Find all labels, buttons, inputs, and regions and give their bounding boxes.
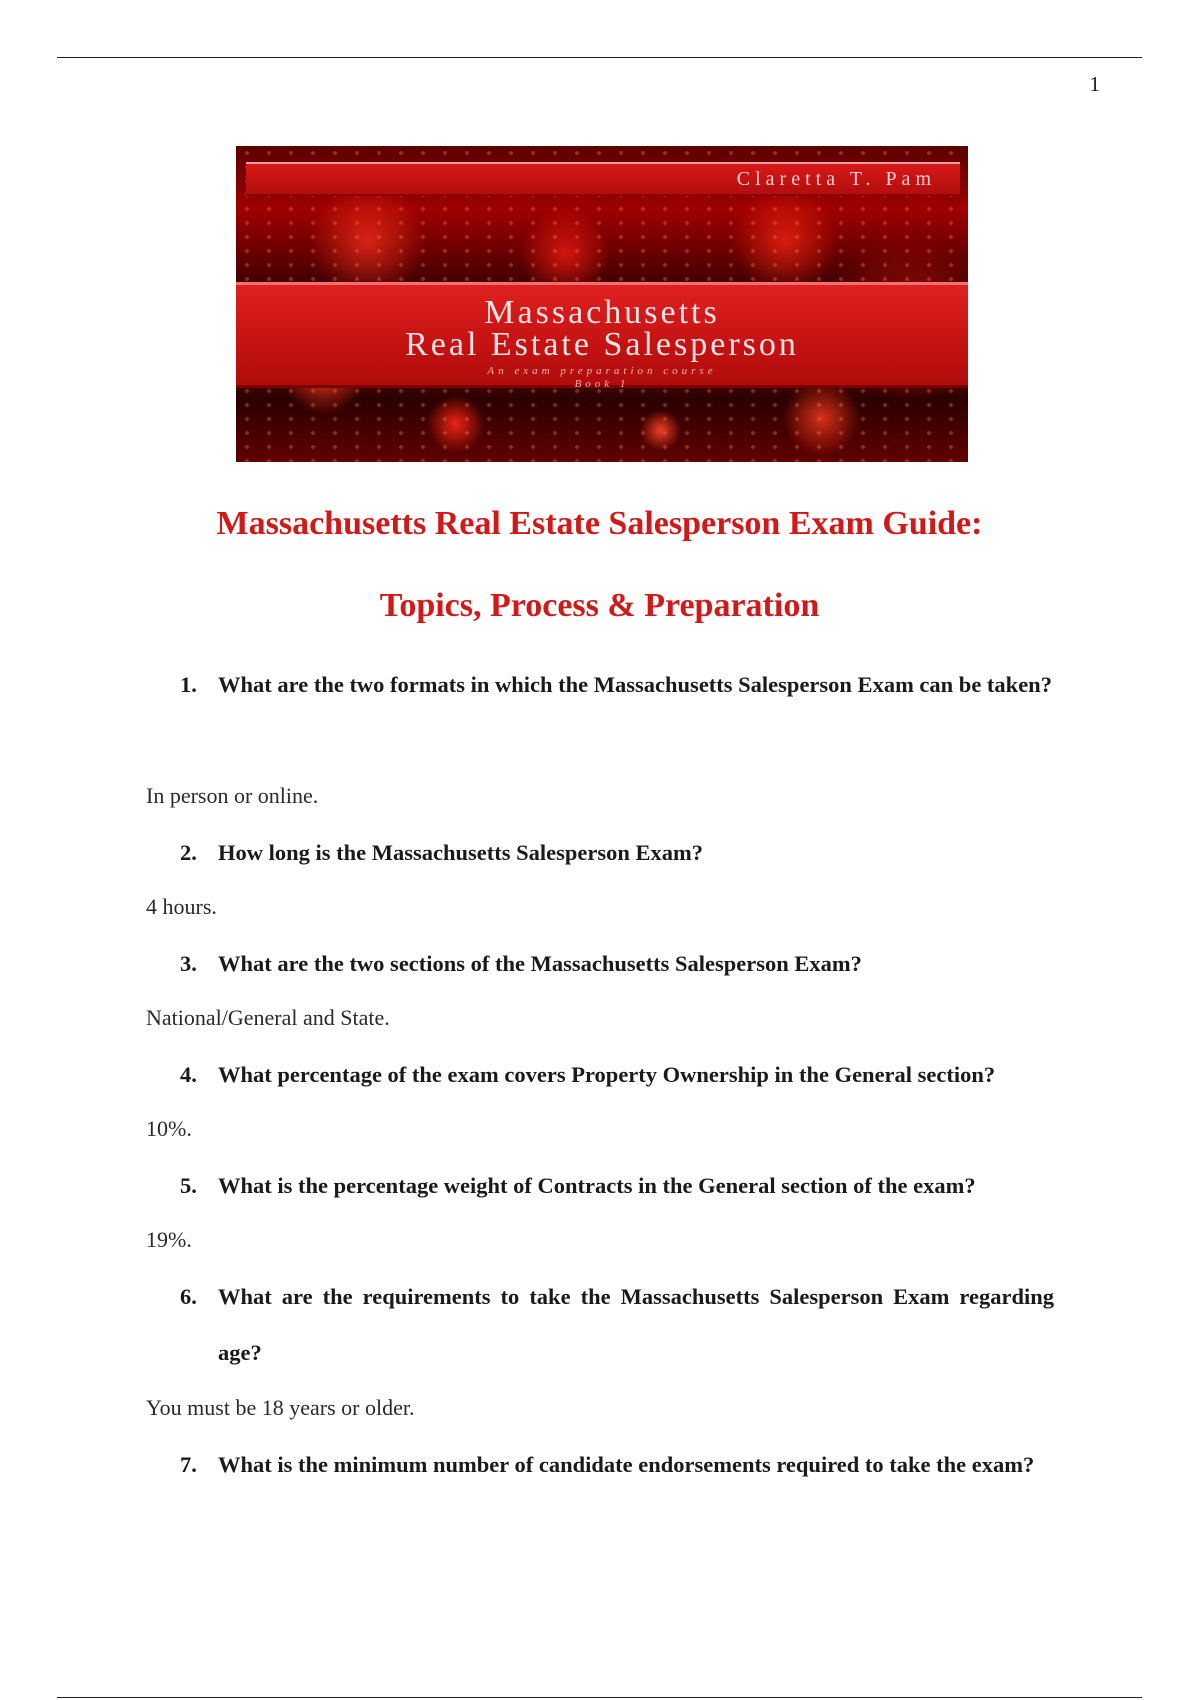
question-number: 3. xyxy=(180,951,197,976)
question-number: 6. xyxy=(180,1284,197,1309)
header-rule xyxy=(57,57,1142,58)
question-text: What is the percentage weight of Contracts in the General section of the exam? xyxy=(218,1173,976,1198)
cover-subtitle-line2: Book 1 xyxy=(574,378,630,390)
document-title-line2: Topics, Process & Preparation xyxy=(379,587,820,624)
answer-3: National/General and State. xyxy=(146,1005,390,1030)
answer-6: You must be 18 years or older. xyxy=(146,1395,415,1420)
answer-5: 19%. xyxy=(146,1227,192,1252)
answer-4: 10%. xyxy=(146,1116,192,1141)
cover-title-line2: Real Estate Salesperson xyxy=(405,326,799,363)
cover-title-band xyxy=(236,282,968,388)
page-number: 1 xyxy=(1089,72,1100,96)
cover-author-bar xyxy=(246,162,960,196)
question-number: 1. xyxy=(180,672,197,697)
question-5 xyxy=(180,1158,1054,1214)
question-number: 2. xyxy=(180,840,197,865)
footer-rule xyxy=(57,1697,1142,1698)
question-text: What is the minimum number of candidate endorsements required to take the exam? xyxy=(218,1452,1035,1477)
question-text: What are the requirements to take the Massachusetts Salesperson Exam regarding age? xyxy=(218,1284,1054,1365)
question-2 xyxy=(180,825,1054,881)
document-title-line1: Massachusetts Real Estate Salesperson Exam Guide: xyxy=(216,505,983,542)
question-text: What percentage of the exam covers Property Ownership in the General section? xyxy=(218,1062,996,1087)
question-6 xyxy=(180,1269,1054,1381)
answer-1: In person or online. xyxy=(146,783,319,808)
book-cover-image xyxy=(236,146,968,462)
question-1 xyxy=(180,657,1054,713)
question-text: What are the two formats in which the Massachusetts Salesperson Exam can be taken? xyxy=(218,672,1052,697)
answer-2: 4 hours. xyxy=(146,894,217,919)
cover-author: Claretta T. Pam xyxy=(736,168,936,190)
question-text: What are the two sections of the Massachusetts Salesperson Exam? xyxy=(218,951,862,976)
question-number: 5. xyxy=(180,1173,197,1198)
question-number: 4. xyxy=(180,1062,197,1087)
question-number: 7. xyxy=(180,1452,197,1477)
cover-subtitle-line1: An exam preparation course xyxy=(487,365,717,377)
cover-title-line1: Massachusetts xyxy=(484,294,720,331)
question-text: How long is the Massachusetts Salesperson Exam? xyxy=(218,840,704,865)
question-7 xyxy=(180,1437,1054,1493)
question-4 xyxy=(180,1047,1054,1103)
question-3 xyxy=(180,936,1054,992)
